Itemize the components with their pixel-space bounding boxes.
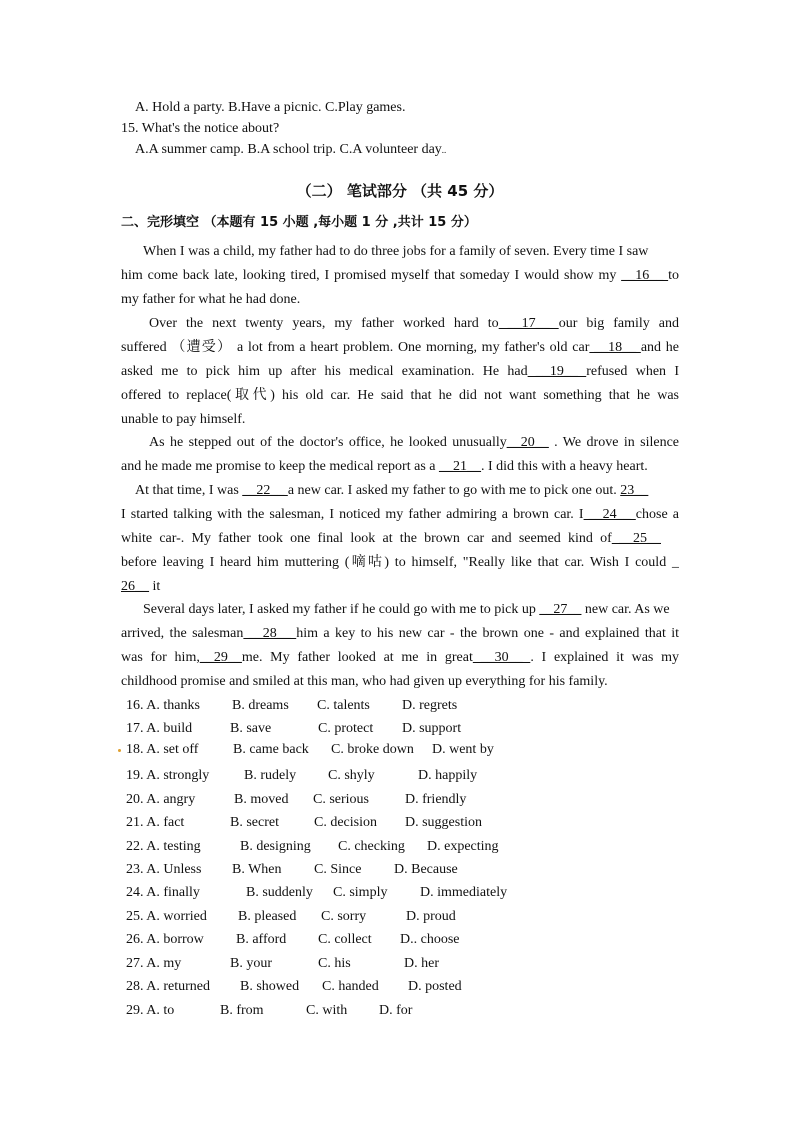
passage-text: arrived, the salesman (121, 626, 244, 641)
option-a: A. build (146, 721, 193, 736)
option-a: A. borrow (146, 932, 204, 947)
passage-text: a new car. I asked my father to go with me to pick one out. (287, 483, 621, 498)
option-c: C. his (318, 956, 351, 971)
option-b: B. designing (240, 839, 311, 854)
option-b: B. pleased (238, 909, 297, 924)
passage-text: me. My father looked at me in great (241, 650, 473, 665)
blank-26-lead: _ (666, 555, 679, 570)
option-number: 16. (126, 698, 144, 713)
option-row (126, 837, 201, 857)
option-row (126, 930, 204, 950)
option-b: B. came back (233, 742, 309, 757)
option-c: C. broke down (331, 742, 414, 757)
option-number: 23. (126, 862, 144, 877)
passage-text: our big family and (558, 316, 679, 331)
option-c: C. handed (322, 979, 379, 994)
passage-text: Over the next twenty years, my father worked hard to (149, 316, 499, 331)
option-d: D. happily (418, 768, 478, 783)
option-c: C. sorry (321, 909, 367, 924)
option-a: A. finally (146, 885, 200, 900)
option-a: A. fact (146, 815, 185, 830)
passage-line (121, 386, 679, 406)
option-d: D. for (379, 1003, 413, 1018)
option-number: 26. (126, 932, 144, 947)
passage-line (135, 481, 648, 501)
option-b: B. your (230, 956, 272, 971)
option-row (126, 790, 195, 810)
option-d: D. friendly (405, 792, 467, 807)
passage-text: I started talking with the salesman, I noticed my father admiring a brown car. I (121, 507, 584, 522)
option-c: C. protect (318, 721, 374, 736)
part-title: （二） 笔试部分 （共 45 分） (296, 182, 504, 200)
blank-23: 23__ (620, 483, 649, 498)
passage-text: and he made me promise to keep the medical report as a (121, 459, 439, 474)
passage-line (121, 553, 679, 573)
passage-line (121, 338, 679, 358)
option-c: C. Since (314, 862, 362, 877)
passage-text: refused when I (586, 364, 679, 379)
option-row (126, 907, 207, 927)
passage-text: . I explained it was my (530, 650, 679, 665)
option-row (126, 1001, 174, 1021)
option-d: D. went by (432, 742, 494, 757)
option-row (126, 813, 184, 833)
option-d: D.. choose (400, 932, 460, 947)
passage-line: childhood promise and smiled at this man, who had given up everything for his family. (121, 674, 608, 689)
passage-line: my father for what he had done. (121, 292, 301, 307)
option-a: A. thanks (146, 698, 200, 713)
passage-text: At that time, I was (135, 483, 243, 498)
option-a: A. to (146, 1003, 175, 1018)
passage-line: unable to pay himself. (121, 412, 246, 427)
option-row (126, 860, 201, 880)
blank-25: __25__ (611, 531, 661, 546)
option-row (126, 696, 200, 716)
q15-options-end: .. (441, 145, 447, 155)
blank-29: __29__ (199, 650, 242, 665)
option-d: D. proud (406, 909, 456, 924)
option-d: D. suggestion (405, 815, 482, 830)
section-title: 二、完形填空 （本题有 15 小题 ,每小题 1 分 ,共计 15 分） (121, 215, 477, 230)
blank-22: __22__ (242, 483, 288, 498)
passage-text: white car-. My father took one final look at the brown car and seemed kind of (121, 531, 612, 546)
passage-text: suffered （遭受） a lot from a heart problem. One morning, my father's old car (121, 340, 590, 355)
option-row (126, 719, 192, 739)
blank-21: __21__ (439, 459, 481, 474)
blank-30: __30__ (472, 650, 531, 665)
option-d: D. posted (408, 979, 462, 994)
q15-question: 15. What's the notice about? (121, 121, 280, 136)
option-number: 24. (126, 885, 144, 900)
option-d: D. support (402, 721, 462, 736)
option-number: 27. (126, 956, 144, 971)
q14-options: A. Hold a party. B.Have a picnic. C.Play games. (135, 100, 406, 115)
blank-18: __18__ (589, 340, 641, 355)
option-row (126, 954, 181, 974)
option-b: B. from (220, 1003, 264, 1018)
option-number: 20. (126, 792, 144, 807)
passage-text: and he (640, 340, 679, 355)
q15-options-text: A.A summer camp. B.A school trip. C.A volunteer day (135, 142, 442, 157)
option-b: B. showed (240, 979, 300, 994)
passage-line (121, 577, 160, 597)
blank-28: __28__ (243, 626, 297, 641)
option-c: C. checking (338, 839, 405, 854)
option-b: B. dreams (232, 698, 289, 713)
passage-line (121, 624, 679, 644)
option-b: B. secret (230, 815, 279, 830)
passage-text: asked me to pick him up after his medical examination. He had (121, 364, 528, 379)
option-a: A. my (146, 956, 182, 971)
q15-options (135, 140, 446, 160)
option-number: 28. (126, 979, 144, 994)
passage-line (121, 648, 679, 668)
option-c: C. serious (313, 792, 369, 807)
blank-16: __16__ (621, 268, 669, 283)
option-a: A. strongly (146, 768, 210, 783)
option-a: A. testing (146, 839, 201, 854)
option-number: 17. (126, 721, 144, 736)
option-c: C. collect (318, 932, 372, 947)
blank-19: __19__ (527, 364, 587, 379)
option-c: C. decision (314, 815, 377, 830)
passage-line (149, 314, 679, 334)
option-number: 19. (126, 768, 144, 783)
passage-text: . I did this with a heavy heart. (481, 459, 648, 474)
option-c: C. with (306, 1003, 348, 1018)
passage-text: him come back late, looking tired, I promised myself that someday I would show my (121, 268, 622, 283)
passage-line (121, 505, 679, 525)
passage-text: chose a (635, 507, 679, 522)
passage-line (149, 433, 679, 453)
passage-text: him a key to his new car - the brown one - and explained that it (296, 626, 679, 641)
option-b: B. moved (234, 792, 289, 807)
passage-text: was for him, (121, 650, 200, 665)
option-c: C. simply (333, 885, 388, 900)
option-number: 25. (126, 909, 144, 924)
blank-26: 26__ (121, 579, 149, 594)
passage-line (121, 266, 679, 286)
option-d: D. regrets (402, 698, 458, 713)
passage-text: to (668, 268, 679, 283)
passage-line (121, 529, 661, 549)
option-number: 22. (126, 839, 144, 854)
passage-text: new car. As we (581, 602, 670, 617)
option-d: D. immediately (420, 885, 508, 900)
option-a: A. Unless (146, 862, 202, 877)
passage-text: As he stepped out of the doctor's office, he looked unusually (149, 435, 507, 450)
option-number: 29. (126, 1003, 144, 1018)
option-a: A. angry (146, 792, 196, 807)
option-b: B. suddenly (246, 885, 313, 900)
blank-17: __17__ (498, 316, 559, 331)
blank-27: __27__ (539, 602, 582, 617)
blank-24: __24__ (583, 507, 636, 522)
option-a: A. returned (146, 979, 210, 994)
option-number: 21. (126, 815, 144, 830)
passage-text: it (149, 579, 161, 594)
option-c: C. shyly (328, 768, 375, 783)
option-row (126, 740, 198, 760)
option-a: A. set off (146, 742, 199, 757)
stray-mark (118, 749, 121, 752)
option-b: B. When (232, 862, 282, 877)
blank-20: __20__ (506, 435, 549, 450)
option-row (126, 766, 209, 786)
passage-line: When I was a child, my father had to do three jobs for a family of seven. Every time I saw (143, 244, 649, 259)
option-d: D. her (404, 956, 439, 971)
passage-line (143, 600, 670, 620)
option-a: A. worried (146, 909, 207, 924)
option-row (126, 977, 210, 997)
passage-text: . We drove in silence (548, 435, 679, 450)
passage-text: Several days later, I asked my father if he could go with me to pick up (143, 602, 540, 617)
option-row (126, 883, 200, 903)
option-number: 18. (126, 742, 144, 757)
option-b: B. rudely (244, 768, 297, 783)
option-d: D. Because (394, 862, 458, 877)
passage-line (121, 362, 679, 382)
option-c: C. talents (317, 698, 370, 713)
passage-text: offered to replace(取代) his old car. He said that he did not want something that he was (121, 388, 679, 403)
option-d: D. expecting (427, 839, 499, 854)
passage-line (121, 457, 648, 477)
option-b: B. afford (236, 932, 287, 947)
passage-text: before leaving I heard him muttering (嘀咕) to himself, "Really like that car. Wish I could (121, 555, 667, 570)
option-b: B. save (230, 721, 272, 736)
